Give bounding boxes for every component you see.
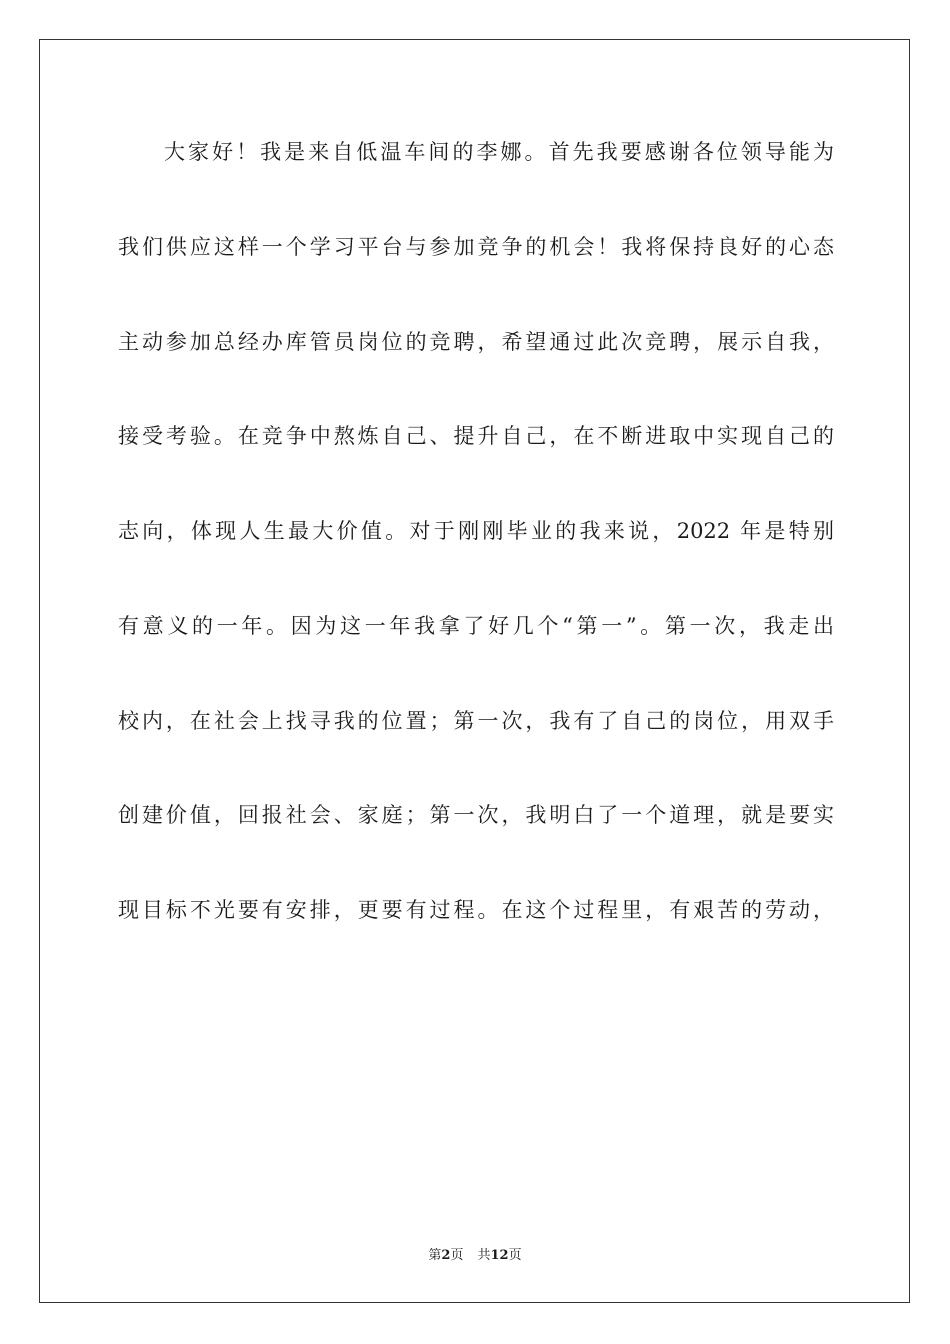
page-border (39, 39, 910, 1303)
paragraph-line: 我们供应这样一个学习平台与参加竞争的机会！我将保持良好的心态 (118, 235, 834, 259)
page-label-suffix: 页 (450, 1248, 464, 1263)
paragraph-line: 现目标不光要有安排，更要有过程。在这个过程里，有艰苦的劳动， (118, 898, 834, 922)
paragraph-line: 主动参加总经办库管员岗位的竞聘，希望通过此次竞聘，展示自我， (118, 330, 834, 354)
paragraph-line: 志向，体现人生最大价值。对于刚刚毕业的我来说，2022 年是特别 (118, 519, 834, 543)
total-page-count: 12 (490, 1248, 509, 1263)
paragraph-line: 校内，在社会上找寻我的位置；第一次，我有了自己的岗位，用双手 (118, 709, 834, 733)
paragraph-line: 接受考验。在竞争中熬炼自己、提升自己，在不断进取中实现自己的 (118, 424, 834, 448)
total-label-prefix: 共 (477, 1248, 491, 1263)
paragraph-line: 创建价值，回报社会、家庭；第一次，我明白了一个道理，就是要实 (118, 803, 834, 827)
total-label-suffix: 页 (508, 1248, 522, 1263)
paragraph-line: 有意义的一年。因为这一年我拿了好几个“第一”。第一次，我走出 (118, 614, 834, 638)
paragraph-line: 大家好！我是来自低温车间的李娜。首先我要感谢各位领导能为 (164, 140, 834, 164)
page-label-prefix: 第 (428, 1248, 442, 1263)
current-page-number: 2 (441, 1248, 451, 1263)
page-footer (0, 1247, 950, 1265)
